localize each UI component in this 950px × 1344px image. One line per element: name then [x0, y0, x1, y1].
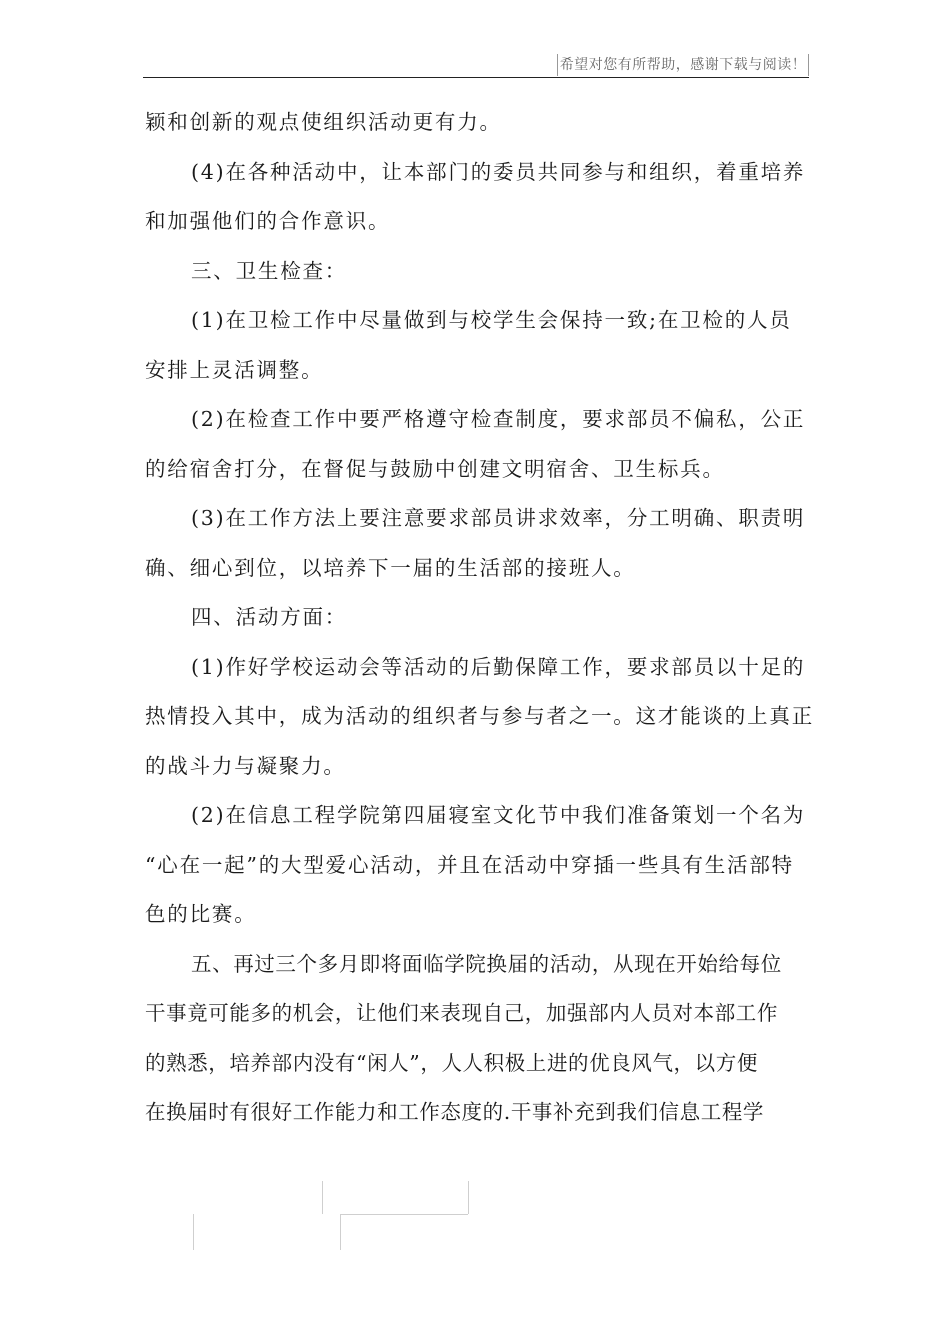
paragraph-hygiene-1: (1)在卫检工作中尽量做到与校学生会保持一致;在卫检的人员 安排上灵活调整。	[145, 308, 792, 382]
header-tagline: 希望对您有所帮助，感谢下载与阅读！	[557, 54, 809, 76]
paragraph-hygiene-3: (3)在工作方法上要注意要求部员讲求效率，分工明确、职责明 确、细心到位，以培养下一届的生活部的接班人。	[145, 506, 806, 580]
section-heading-hygiene: 三、卫生检查：	[191, 258, 348, 283]
paragraph-activities-1: (1)作好学校运动会等活动的后勤保障工作，要求部员以十足的 热情投入其中，成为活动的组织者与参与者之一。这才能谈的上真正 的战斗力与凝聚力。	[145, 654, 814, 778]
paragraph-hygiene-2: (2)在检查工作中要严格遵守检查制度，要求部员不偏私，公正 的给宿舍打分，在督促与鼓励中创建文明宿舍、卫生标兵。	[145, 407, 806, 481]
footer-mark-line	[468, 1181, 469, 1214]
footer-mark-line	[340, 1214, 341, 1250]
document-body	[145, 98, 817, 1138]
footer-mark-line	[193, 1214, 194, 1250]
paragraph-continuation: 颖和创新的观点使组织活动更有力。	[145, 110, 502, 134]
section-heading-activities: 四、活动方面：	[191, 605, 348, 629]
header-divider	[143, 77, 809, 78]
paragraph-activities-2: (2)在信息工程学院第四届寝室文化节中我们准备策划一个名为 “心在一起”的大型爱心活动，并且在活动中穿插一些具有生活部特 色的比赛。	[145, 803, 806, 926]
paragraph-activity-4: (4)在各种活动中，让本部门的委员共同参与和组织，着重培养 和加强他们的合作意识。	[145, 159, 806, 233]
section-transition: 五、再过三个多月即将面临学院换届的活动，从现在开始给每位 干事竟可能多的机会，让他们来表现自己，加强部内人员对本部工作 的熟悉，培养部内没有“闲人”，人人积极上进的优良风气，以方便 在换届时有很好工作能力和工作态度的.干事补充到我们信息工程学	[145, 951, 782, 1124]
footer-mark-line	[322, 1181, 323, 1214]
footer-mark-line	[340, 1214, 468, 1215]
